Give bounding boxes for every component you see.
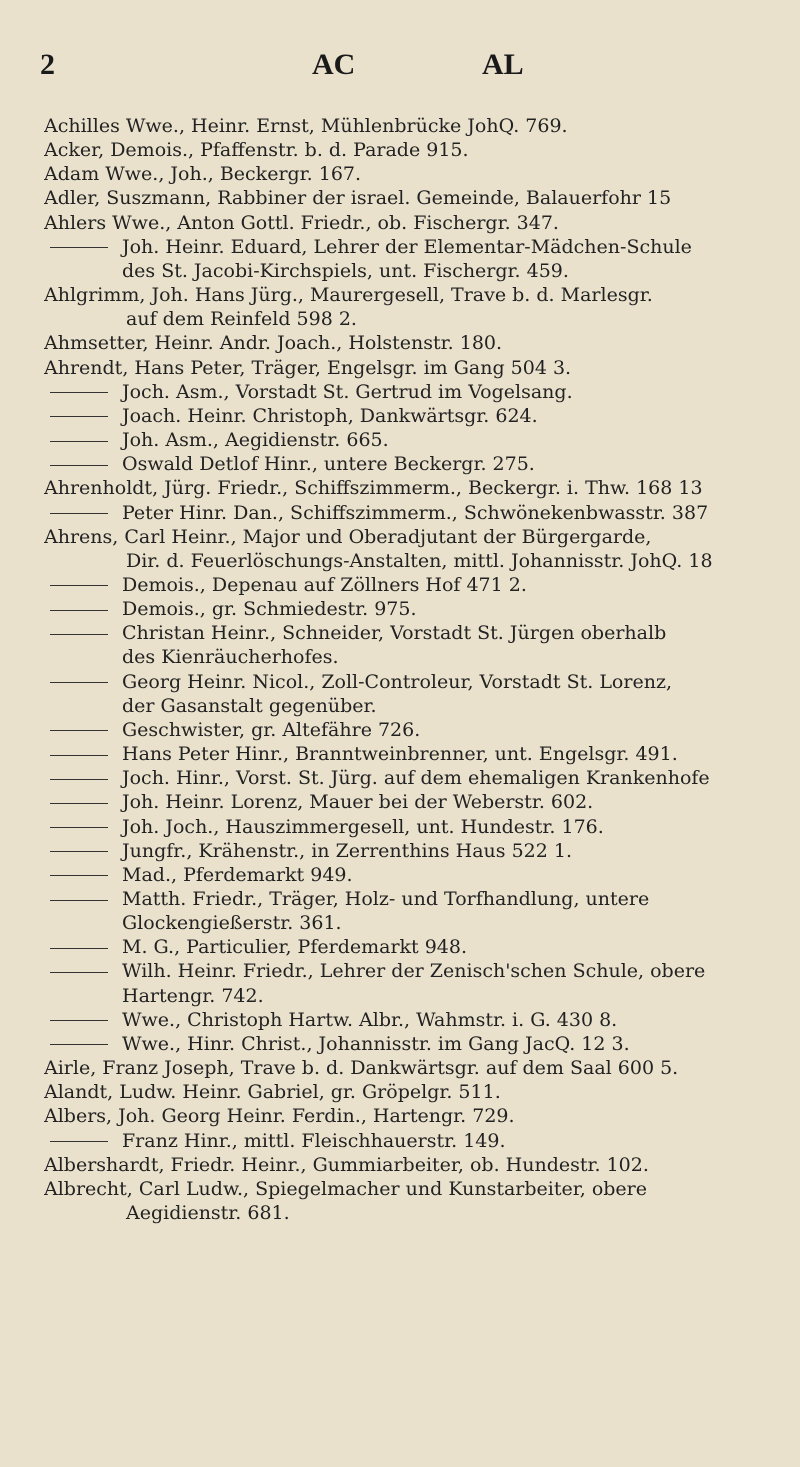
ditto-dash xyxy=(50,875,108,876)
ditto-dash xyxy=(50,634,108,635)
ditto-dash xyxy=(50,513,108,514)
ditto-dash xyxy=(50,900,108,901)
directory-entry xyxy=(44,186,796,210)
entry-continuation: Aegidienstr. 681. xyxy=(126,1202,290,1225)
directory-entry xyxy=(44,863,796,887)
directory-entry xyxy=(44,670,796,718)
directory-entry xyxy=(44,1080,796,1104)
directory-entry xyxy=(44,718,796,742)
entry-text: Joh. Heinr. Eduard, Lehrer der Elementar-Mädchen-Schule xyxy=(122,235,692,258)
entry-text: Joh. Heinr. Lorenz, Mauer bei der Weberstr. 602. xyxy=(122,791,594,814)
directory-entry xyxy=(44,935,796,959)
ditto-dash xyxy=(50,247,108,248)
directory-entry xyxy=(44,501,796,525)
directory-entry xyxy=(44,283,796,331)
entry-text: Oswald Detlof Hinr., untere Beckergr. 275. xyxy=(122,453,535,476)
directory-entry xyxy=(44,621,796,669)
ditto-dash xyxy=(50,610,108,611)
directory-entry xyxy=(44,235,796,283)
entry-text: Adam Wwe., Joh., Beckergr. 167. xyxy=(44,163,362,186)
directory-entry xyxy=(44,476,796,500)
directory-entry xyxy=(44,1129,796,1153)
ditto-dash xyxy=(50,730,108,731)
directory-entry xyxy=(44,887,796,935)
entry-text: Christan Heinr., Schneider, Vorstadt St. Jürgen oberhalb xyxy=(122,622,667,645)
ditto-dash xyxy=(50,755,108,756)
entry-text: Albers, Joh. Georg Heinr. Ferdin., Hartengr. 729. xyxy=(44,1105,515,1128)
directory-entry xyxy=(44,428,796,452)
directory-entry xyxy=(44,790,796,814)
ditto-dash xyxy=(50,827,108,828)
directory-entries xyxy=(44,114,796,1225)
entry-text: Airle, Franz Joseph, Trave b. d. Dankwärtsgr. auf dem Saal 600 5. xyxy=(44,1057,679,1080)
entry-continuation: auf dem Reinfeld 598 2. xyxy=(126,308,357,331)
entry-text: Demois., Depenau auf Zöllners Hof 471 2. xyxy=(122,573,527,596)
ditto-dash xyxy=(50,1020,108,1021)
ditto-dash xyxy=(50,851,108,852)
directory-entry xyxy=(44,815,796,839)
directory-entry xyxy=(44,356,796,380)
directory-entry xyxy=(44,211,796,235)
directory-entry xyxy=(44,525,796,573)
ditto-dash xyxy=(50,948,108,949)
directory-entry xyxy=(44,1153,796,1177)
entry-text: Achilles Wwe., Heinr. Ernst, Mühlenbrücke JohQ. 769. xyxy=(44,115,568,137)
ditto-dash xyxy=(50,972,108,973)
entry-text: Peter Hinr. Dan., Schiffszimmerm., Schwönekenbwasstr. 387 xyxy=(122,501,709,524)
entry-text: Ahrenholdt, Jürg. Friedr., Schiffszimmerm., Beckergr. i. Thw. 168 13 xyxy=(44,477,703,500)
entry-text: Matth. Friedr., Träger, Holz- und Torfhandlung, untere xyxy=(122,888,650,910)
entry-text: Demois., gr. Schmiedestr. 975. xyxy=(122,598,417,621)
ditto-dash xyxy=(50,1141,108,1142)
directory-entry xyxy=(44,1032,796,1056)
directory-entry xyxy=(44,742,796,766)
entry-text: Ahmsetter, Heinr. Andr. Joach., Holstenstr. 180. xyxy=(44,332,503,355)
entry-text: Ahrendt, Hans Peter, Träger, Engelsgr. im Gang 504 3. xyxy=(44,356,572,379)
entry-text: Ahlers Wwe., Anton Gottl. Friedr., ob. Fischergr. 347. xyxy=(44,211,559,234)
entry-text: Franz Hinr., mittl. Fleischhauerstr. 149. xyxy=(122,1129,506,1152)
ditto-dash xyxy=(50,803,108,804)
entry-text: Wwe., Hinr. Christ., Johannisstr. im Gang JacQ. 12 3. xyxy=(122,1032,630,1055)
entry-text: Jungfr., Krähenstr., in Zerrenthins Haus 522 1. xyxy=(122,839,572,862)
directory-entry xyxy=(44,766,796,790)
entry-text: Joach. Heinr. Christoph, Dankwärtsgr. 624. xyxy=(122,404,538,427)
entry-text: Hans Peter Hinr., Branntweinbrenner, unt. Engelsgr. 491. xyxy=(122,743,678,766)
directory-entry xyxy=(44,1104,796,1128)
entry-text: Albrecht, Carl Ludw., Spiegelmacher und Kunstarbeiter, obere xyxy=(44,1177,647,1200)
page-number: 2 xyxy=(40,48,55,81)
entry-continuation: des Kienräucherhofes. xyxy=(122,646,339,669)
ditto-dash xyxy=(50,585,108,586)
entry-text: Joch. Hinr., Vorst. St. Jürg. auf dem ehemaligen Krankenhofe xyxy=(122,767,710,790)
directory-entry xyxy=(44,452,796,476)
page-header xyxy=(0,48,800,92)
entry-continuation: Dir. d. Feuerlöschungs-Anstalten, mittl. Johannisstr. JohQ. 18 xyxy=(126,549,713,572)
directory-entry xyxy=(44,404,796,428)
entry-text: Joh. Joch., Hauszimmergesell, unt. Hundestr. 176. xyxy=(122,815,604,838)
running-head-left: AC xyxy=(312,48,356,81)
ditto-dash xyxy=(50,465,108,466)
directory-entry xyxy=(44,1056,796,1080)
entry-text: Acker, Demois., Pfaffenstr. b. d. Parade 915. xyxy=(44,139,469,162)
entry-text: Ahlgrimm, Joh. Hans Jürg., Maurergesell, Trave b. d. Marlesgr. xyxy=(44,284,653,307)
ditto-dash xyxy=(50,392,108,393)
entry-continuation: des St. Jacobi-Kirchspiels, unt. Fischergr. 459. xyxy=(122,259,569,282)
entry-text: Ahrens, Carl Heinr., Major und Oberadjutant der Bürgergarde, xyxy=(44,525,652,548)
running-head-right: AL xyxy=(482,48,524,81)
directory-entry xyxy=(44,573,796,597)
entry-text: Georg Heinr. Nicol., Zoll-Controleur, Vorstadt St. Lorenz, xyxy=(122,670,672,693)
directory-entry xyxy=(44,839,796,863)
directory-entry xyxy=(44,162,796,186)
entry-text: Wilh. Heinr. Friedr., Lehrer der Zenisch'schen Schule, obere xyxy=(122,960,706,983)
directory-entry xyxy=(44,1177,796,1225)
ditto-dash xyxy=(50,416,108,417)
entry-continuation: Glockengießerstr. 361. xyxy=(122,912,342,935)
ditto-dash xyxy=(50,441,108,442)
ditto-dash xyxy=(50,682,108,683)
directory-entry xyxy=(44,959,796,1007)
entry-text: Joh. Asm., Aegidienstr. 665. xyxy=(122,429,389,452)
directory-entry xyxy=(44,114,796,138)
entry-text: Wwe., Christoph Hartw. Albr., Wahmstr. i. G. 430 8. xyxy=(122,1008,618,1031)
entry-text: Mad., Pferdemarkt 949. xyxy=(122,863,353,886)
directory-entry xyxy=(44,1008,796,1032)
directory-entry xyxy=(44,138,796,162)
directory-entry xyxy=(44,331,796,355)
ditto-dash xyxy=(50,779,108,780)
directory-entry xyxy=(44,380,796,404)
entry-continuation: Hartengr. 742. xyxy=(122,984,264,1007)
entry-continuation: der Gasanstalt gegenüber. xyxy=(122,694,377,717)
entry-text: Alandt, Ludw. Heinr. Gabriel, gr. Gröpelgr. 511. xyxy=(44,1081,501,1104)
entry-text: Albershardt, Friedr. Heinr., Gummiarbeiter, ob. Hundestr. 102. xyxy=(44,1153,649,1176)
ditto-dash xyxy=(50,1044,108,1045)
directory-entry xyxy=(44,597,796,621)
entry-text: Geschwister, gr. Altefähre 726. xyxy=(122,718,421,741)
entry-text: Adler, Suszmann, Rabbiner der israel. Gemeinde, Balauerfohr 15 xyxy=(44,187,672,210)
entry-text: M. G., Particulier, Pferdemarkt 948. xyxy=(122,936,468,959)
entry-text: Joch. Asm., Vorstadt St. Gertrud im Vogelsang. xyxy=(122,380,573,403)
